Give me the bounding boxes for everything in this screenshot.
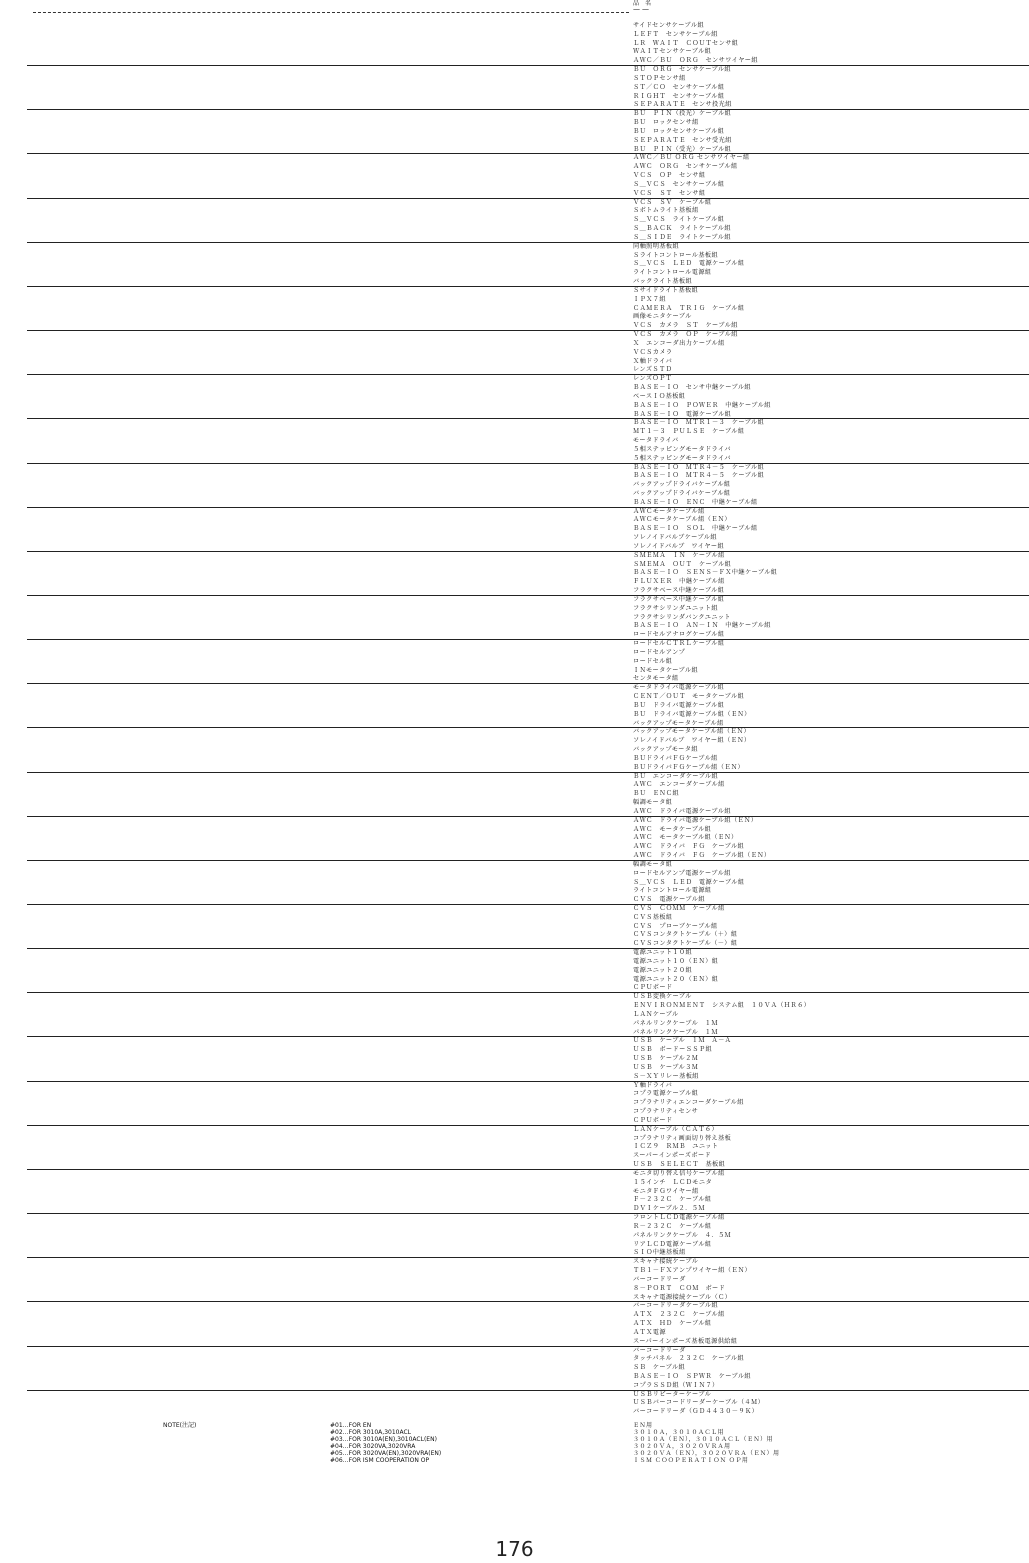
list-item: ロードセルアンプ [633, 648, 686, 656]
group-divider [27, 816, 1029, 817]
list-item: スキャナ接続ケーブル [633, 1258, 699, 1266]
group-divider [27, 1125, 1029, 1126]
group-divider [27, 683, 1029, 684]
list-item: Ｓ＿ＶＣＳ ＬＥＤ 電源ケーブル組 [633, 260, 745, 268]
list-item: Ｘ エンコーダ出力ケーブル組 [633, 339, 725, 347]
list-item: ＭＴ１－３ ＰＵＬＳＥ ケーブル組 [633, 428, 745, 436]
list-item: ＩＮモータケーブル組 [633, 666, 699, 674]
list-item: ５相ステッピングモータドライバ [633, 445, 732, 453]
group-divider [27, 1169, 1029, 1170]
list-item: Ｓライトコントロール基板組 [633, 251, 719, 259]
list-item: ＢＵドライバＦＧケーブル組（ＥＮ） [633, 763, 745, 771]
list-item: ＡＴＸ ＨＤ ケーブル組 [633, 1320, 712, 1327]
list-item: ＣＰＵボード [633, 1116, 673, 1124]
list-item: ＢＵ ＰＩＮ（投光）ケーブル組 [633, 110, 732, 118]
list-item: ＢＵ エンコーダケーブル組 [633, 772, 719, 780]
list-item: ＢＡＳＥ－ＩＯ ＡＮ－ＩＮ 中継ケーブル組 [633, 622, 771, 630]
list-item: フラクサシリンダユニット組 [633, 604, 719, 612]
list-item: ＡＷＣ エンコーダケーブル組 [633, 781, 725, 789]
list-item: ＢＡＳＥ－ＩＯ 電源ケーブル組 [633, 410, 732, 418]
list-item: ＢＡＳＥ－ＩＯ ＳＯＬ 中継ケーブル組 [633, 525, 758, 533]
group-divider [27, 595, 1029, 596]
list-item: ＩＰＸ７組 [633, 295, 666, 303]
list-item: ロードセル組 [633, 657, 673, 665]
list-item: ＣＶＳ プローブケーブル組 [633, 922, 718, 930]
list-item: パネルリンクケーブル １Ｍ [633, 1028, 718, 1036]
list-item: フラクサベース中継ケーブル組 [633, 587, 725, 595]
list-item: ＵＳＢ ケーブル３Ｍ [633, 1063, 699, 1071]
list-item: Ｙ軸ドライバ [633, 1081, 673, 1089]
list-item: Ｘ軸ドライバ [633, 357, 673, 365]
list-item: Ｓ＿ＢＡＣＫ ライトケーブル組 [633, 225, 731, 233]
note-label: NOTE(注記) [163, 1422, 197, 1429]
list-item: ＳＭＥＭＡ ＩＮ ケーブル組 [633, 551, 725, 559]
list-item: バーコードリーダ [633, 1275, 686, 1283]
group-divider [27, 109, 1029, 110]
list-item: ＡＷＣ ドライバ電源ケーブル組（ＥＮ） [633, 816, 758, 824]
list-item: ＤＶＩケーブル２．５Ｍ [633, 1205, 705, 1213]
list-item: ＣＥＮＴ／ＯＵＴ モータケーブル組 [633, 693, 745, 701]
list-item: ＢＵ ＥＮＣ組 [633, 790, 680, 798]
group-divider [27, 860, 1029, 861]
list-item: モータドライバ電源ケーブル組 [633, 684, 725, 692]
list-item: 同軸照明基板組 [633, 242, 680, 250]
list-item: バックライト基板組 [633, 278, 693, 286]
list-item: Ｓ＿ＶＣＳ ＬＥＤ 電源ケーブル組 [633, 878, 745, 886]
list-item: ＳＴ／ＣＯ センサケーブル組 [633, 83, 725, 91]
list-item: コプラナリティ画面切り替え基板 [633, 1134, 732, 1142]
list-item: ＢＵ ロックセンサ組 [633, 119, 699, 127]
list-item: ソレノイドバルブ ワイヤー組 [633, 542, 725, 550]
list-item: ＵＳＢ変換ケーブル [633, 993, 692, 1001]
list-item: 幅調モータ組 [633, 860, 673, 868]
list-item: ＶＣＳ ＳＴ センサ組 [633, 189, 706, 197]
list-item: バックアップドライバケーブル組 [633, 481, 731, 489]
list-item: ＳＴＯＰセンサ組 [633, 74, 686, 82]
list-item: ＢＡＳＥ－ＩＯ ＭＴＲ４－５ ケーブル組 [633, 472, 765, 480]
list-item: ＲＩＧＨＴ センサケーブル組 [633, 92, 725, 100]
group-divider [27, 1346, 1029, 1347]
list-item: レンズＳＴＤ [633, 366, 673, 374]
list-item: センタモータ組 [633, 675, 679, 683]
list-item: サイドセンサケーブル組 [633, 22, 705, 29]
list-item: ＶＣＳ カメラ ＯＰ ケーブル組 [633, 331, 738, 339]
list-item: パネルリンクケーブル ４．５Ｍ [633, 1231, 732, 1239]
list-item: ＡＷＣ／ＢＵ ＯＲＧ センサワイヤー組 [633, 57, 758, 65]
list-item: ＳＥＰＡＲＡＴＥ センサ投光組 [633, 101, 732, 109]
list-item: Ｆ－２３２Ｃ ケーブル組 [633, 1196, 712, 1204]
list-item: ＡＷＣ モータケーブル組 [633, 825, 712, 833]
list-item: ＡＴＸ ２３２Ｃ ケーブル組 [633, 1311, 725, 1319]
list-item: タッチパネル ２３２Ｃ ケーブル組 [633, 1355, 745, 1363]
group-divider [27, 153, 1029, 154]
list-item: ＢＡＳＥ－ＩＯ ＳＰＷＲ ケーブル組 [633, 1372, 752, 1380]
list-item: ソレノイドバルブケーブル組 [633, 534, 717, 542]
group-divider [27, 242, 1029, 243]
group-divider [27, 727, 1029, 728]
list-item: スーパーインポーズボード [633, 1152, 712, 1160]
list-item: Ｓボトムライト基板組 [633, 207, 699, 215]
list-item: Ｓ＿ＳＩＤＥ ライトケーブル組 [633, 233, 731, 241]
group-divider [27, 772, 1029, 773]
list-item: バーコードリーダ（ＧＤ４４３０－９Ｋ） [633, 1408, 759, 1416]
list-item: 電源ユニット１０組 [633, 949, 693, 957]
list-item: ５相ステッピングモータドライバ [633, 454, 732, 462]
list-item: ＵＳＢリピーターケーブル [633, 1390, 712, 1398]
list-item: ＢＡＳＥ－ＩＯ ＭＴＲ４－５ ケーブル組 [633, 463, 765, 471]
group-divider [27, 418, 1029, 419]
list-item: ＦＬＵＸＥＲ 中継ケーブル組 [633, 578, 725, 586]
column-header [633, 0, 651, 12]
list-item: ＶＣＳカメラ [633, 348, 673, 356]
list-item: ＡＷＣ／ＢＵ ＯＲＧ センサワイヤー組 [633, 154, 750, 162]
list-item: ＡＷＣ ドライバ ＦＧ ケーブル組 [633, 843, 745, 851]
list-item: ＣＰＵボード [633, 984, 673, 992]
list-item: フロントＬＣＤ電源ケーブル組 [633, 1214, 725, 1222]
list-item: ＬＡＮケーブル [633, 1010, 679, 1018]
list-item: ＵＳＢ ケーブル １Ｍ Ａ－Ａ [633, 1037, 732, 1045]
list-item: ロードセルアンプ電源ケーブル組 [633, 869, 731, 877]
group-divider [27, 1301, 1029, 1302]
list-item: ＡＷＣ ＯＲＧ センサケーブル組 [633, 163, 738, 171]
note-codes [330, 1422, 441, 1464]
list-item: バックアップモータ組 [633, 746, 698, 754]
group-divider [27, 198, 1029, 199]
list-item: ＢＡＳＥ－ＩＯ ＳＥＮＳ－ＦＸ中継ケーブル組 [633, 569, 778, 577]
note-meaning: ＥＮ用 [633, 1422, 653, 1429]
list-item: ＳＢ ケーブル組 [633, 1364, 686, 1372]
group-divider [27, 1257, 1029, 1258]
list-item: モニタＦＧワイヤー組 [633, 1187, 699, 1195]
group-divider [27, 948, 1029, 949]
list-item: バーコードリーダケーブル組 [633, 1302, 719, 1310]
page-number: 176 [495, 1537, 534, 1561]
list-item: ＣＶＳ基板組 [633, 913, 673, 921]
list-item: レンズＯＰＴ [633, 375, 673, 383]
note-code: #01…FOR EN [330, 1422, 372, 1429]
list-item: ＳＩＯ中継基板組 [633, 1249, 686, 1257]
list-item: バックアップモータケーブル組（ＥＮ） [633, 728, 751, 736]
list-item: ＩＣＺ９ ＲＭＢ ユニット [633, 1143, 719, 1151]
list-item: フラクサベース中継ケーブル組 [633, 595, 725, 603]
list-item: パネルリンクケーブル １Ｍ [633, 1019, 718, 1027]
list-item: ＷＡＩＴセンサケーブル組 [633, 48, 712, 56]
list-item: ＣＶＳ 電源ケーブル組 [633, 896, 705, 904]
list-item: Ｓ－ＸＹリレー基板組 [633, 1072, 699, 1080]
list-item: リアＬＣＤ電源ケーブル組 [633, 1240, 712, 1248]
note-meaning: ３０２０ＶＡ，３０２０ＶＲＡ用 [633, 1443, 731, 1450]
list-item: ＳＥＰＡＲＡＴＥ センサ受光組 [633, 136, 732, 144]
list-item: ＢＵ ＯＲＧ センサケーブル組 [633, 66, 732, 74]
list-item: ＢＵ ロックセンサケーブル組 [633, 127, 725, 135]
list-item: ＡＷＣモータケーブル組（ＥＮ） [633, 516, 732, 524]
list-item: 電源ユニット１０（ＥＮ）組 [633, 957, 719, 965]
group-divider [27, 65, 1029, 66]
list-item: コプラＳＳＤ組（ＷＩＮ７） [633, 1381, 719, 1389]
list-item: ＢＡＳＥ－ＩＯ ＰＯＷＥＲ 中継ケーブル組 [633, 401, 771, 409]
group-divider [27, 992, 1029, 993]
list-item: モータドライバ [633, 437, 679, 444]
list-item: ＡＷＣ モータケーブル組（ＥＮ） [633, 834, 738, 842]
list-item: 電源ユニット２０組 [633, 966, 693, 974]
note-meaning: ＩＳＭ ＣＯＯＰＥＲＡＴＩＯＮ ＯＰ用 [633, 1457, 749, 1464]
group-divider [27, 1390, 1029, 1391]
list-item: ＬＥＦＴ センサケーブル組 [633, 30, 718, 38]
note-code: #04…FOR 3020VA,3020VRA [330, 1443, 416, 1450]
list-item: 画像モニタケーブル [633, 313, 692, 321]
list-item: コプラ電源ケーブル組 [633, 1090, 699, 1098]
list-item: ＢＵドライバＦＧケーブル組 [633, 754, 718, 762]
note-code: #03…FOR 3010A(EN),3010ACL(EN) [330, 1436, 437, 1443]
list-item: Ｓ＿ＶＣＳ センサケーブル組 [633, 180, 725, 188]
list-item: １５インチ ＬＣＤモニタ [633, 1178, 713, 1186]
list-item: コプラナリティエンコーダケーブル組 [633, 1099, 744, 1107]
list-item: Ｓサイドライト基板組 [633, 286, 699, 294]
list-item: ＳＭＥＭＡ ＯＵＴ ケーブル組 [633, 560, 732, 568]
list-item: コプラナリティセンサ [633, 1108, 699, 1116]
list-item: 幅調モータ組 [633, 799, 673, 807]
list-item: ＴＢ１－ＦＸアンプワイヤー組（ＥＮ） [633, 1267, 752, 1275]
list-item: ベースＩＯ基板組 [633, 392, 686, 400]
list-item: ＶＣＳ カメラ ＳＴ ケーブル組 [633, 322, 738, 330]
list-item: ＶＣＳ ＯＰ センサ組 [633, 172, 706, 180]
list-item: ライトコントロール電源組 [633, 887, 712, 895]
dashed-separator [33, 12, 629, 13]
group-divider [27, 1081, 1029, 1082]
list-item: ソレノイドバルブ ワイヤー組（ＥＮ） [633, 737, 751, 745]
group-divider [27, 1213, 1029, 1214]
list-item: ＡＴＸ電源 [633, 1328, 666, 1336]
group-divider [27, 374, 1029, 375]
list-item: ＡＷＣ ドライバ ＦＧ ケーブル組（ＥＮ） [633, 852, 771, 860]
list-item: フラクサシリンダバンクユニット [633, 613, 731, 621]
list-item: ＡＷＣモータケーブル組 [633, 507, 705, 515]
group-divider [27, 286, 1029, 287]
group-divider [27, 1036, 1029, 1037]
list-item: ＢＵ ドライバ電源ケーブル組（ＥＮ） [633, 710, 751, 718]
list-item: 電源ユニット２０（ＥＮ）組 [633, 975, 719, 983]
list-item: スーパーインポーズ基板電源供給組 [633, 1337, 738, 1345]
list-item: Ｒ－２３２Ｃ ケーブル組 [633, 1222, 712, 1230]
group-divider [27, 904, 1029, 905]
list-item: ＣＶＳ ＣＯＭＭ ケーブル組 [633, 905, 725, 912]
list-item: ＢＡＳＥ－ＩＯ ＭＴＲ１－３ ケーブル組 [633, 419, 765, 427]
list-item: ＵＳＢ ＳＥＬＥＣＴ 基板組 [633, 1161, 726, 1169]
note-code: #05…FOR 3020VA(EN),3020VRA(EN) [330, 1450, 442, 1457]
note-meaning: ３０２０ＶＡ（ＥＮ），３０２０ＶＲＡ（ＥＮ）用 [633, 1450, 780, 1457]
list-item: ＵＳＢバーコードリーダーケーブル（４Ｍ） [633, 1399, 765, 1407]
list-item: ロードセルＣＴＲＬケーブル組 [633, 640, 725, 648]
list-item: モニタ切り替え信号ケーブル組 [633, 1169, 725, 1177]
list-item: ＢＵ ＰＩＮ（受光）ケーブル組 [633, 145, 732, 153]
list-item: ＣＶＳコンタクトケーブル（＋）組 [633, 931, 738, 939]
note-code: #02…FOR 3010A,3010ACL [330, 1429, 411, 1436]
list-item: バックアップドライバケーブル組 [633, 489, 731, 497]
note-meaning: ３０１０Ａ，３０１０ＡＣＬ用 [633, 1429, 725, 1436]
list-item: ＬＡＮケーブル（ＣＡＴ６） [633, 1125, 719, 1133]
list-item: ＥＮＶＩＲＯＮＭＥＮＴ システム組 １０ＶＡ（ＨＲ６） [633, 1002, 811, 1010]
note-code: #06…FOR ISM COOPERATION OP [330, 1457, 430, 1464]
list-item: ＣＶＳコンタクトケーブル（－）組 [633, 940, 738, 948]
list-item: ライトコントロール電源組 [633, 269, 712, 277]
list-item: ＢＵ ドライバ電源ケーブル組 [633, 701, 725, 709]
list-item: ＶＣＳ ＳＶ ケーブル組 [633, 198, 712, 206]
list-item: ＢＡＳＥ－ＩＯ ＥＮＣ 中継ケーブル組 [633, 498, 758, 506]
note-meaning: ３０１０Ａ（ＥＮ），３０１０ＡＣＬ（ＥＮ）用 [633, 1436, 774, 1443]
list-item: ＵＳＢ ケーブル２Ｍ [633, 1055, 699, 1063]
column-title: 品 名 [633, 0, 652, 7]
group-divider [27, 551, 1029, 552]
list-item: ロードセルアナログケーブル組 [633, 631, 725, 639]
column-title-underline: —— [633, 5, 651, 13]
list-item: バックアップモータケーブル組 [633, 719, 724, 727]
note-meanings [633, 1422, 780, 1464]
group-divider [27, 507, 1029, 508]
list-item: ＡＷＣ ドライバ電源ケーブル組 [633, 807, 731, 815]
list-item: スキャナ電源接続ケーブル（Ｃ） [633, 1293, 732, 1301]
list-item: ＣＡＭＥＲＡ ＴＲＩＧ ケーブル組 [633, 304, 745, 312]
group-divider [27, 639, 1029, 640]
group-divider [27, 330, 1029, 331]
group-divider [27, 463, 1029, 464]
list-item: バーコードリーダ [633, 1346, 686, 1354]
list-item: Ｓ＿ＶＣＳ ライトケーブル組 [633, 216, 725, 224]
list-item: ＬＲ ＷＡＩＴ ＣＯＵＴセンサ組 [633, 39, 739, 47]
list-item: ８－ＰＯＲＴ ＣＯＭ ボード [633, 1284, 726, 1292]
list-item: ＵＳＢ ボードーＳＳＰ組 [633, 1046, 713, 1054]
list-item: ＢＡＳＥ－ＩＯ センサ中継ケーブル組 [633, 384, 752, 392]
